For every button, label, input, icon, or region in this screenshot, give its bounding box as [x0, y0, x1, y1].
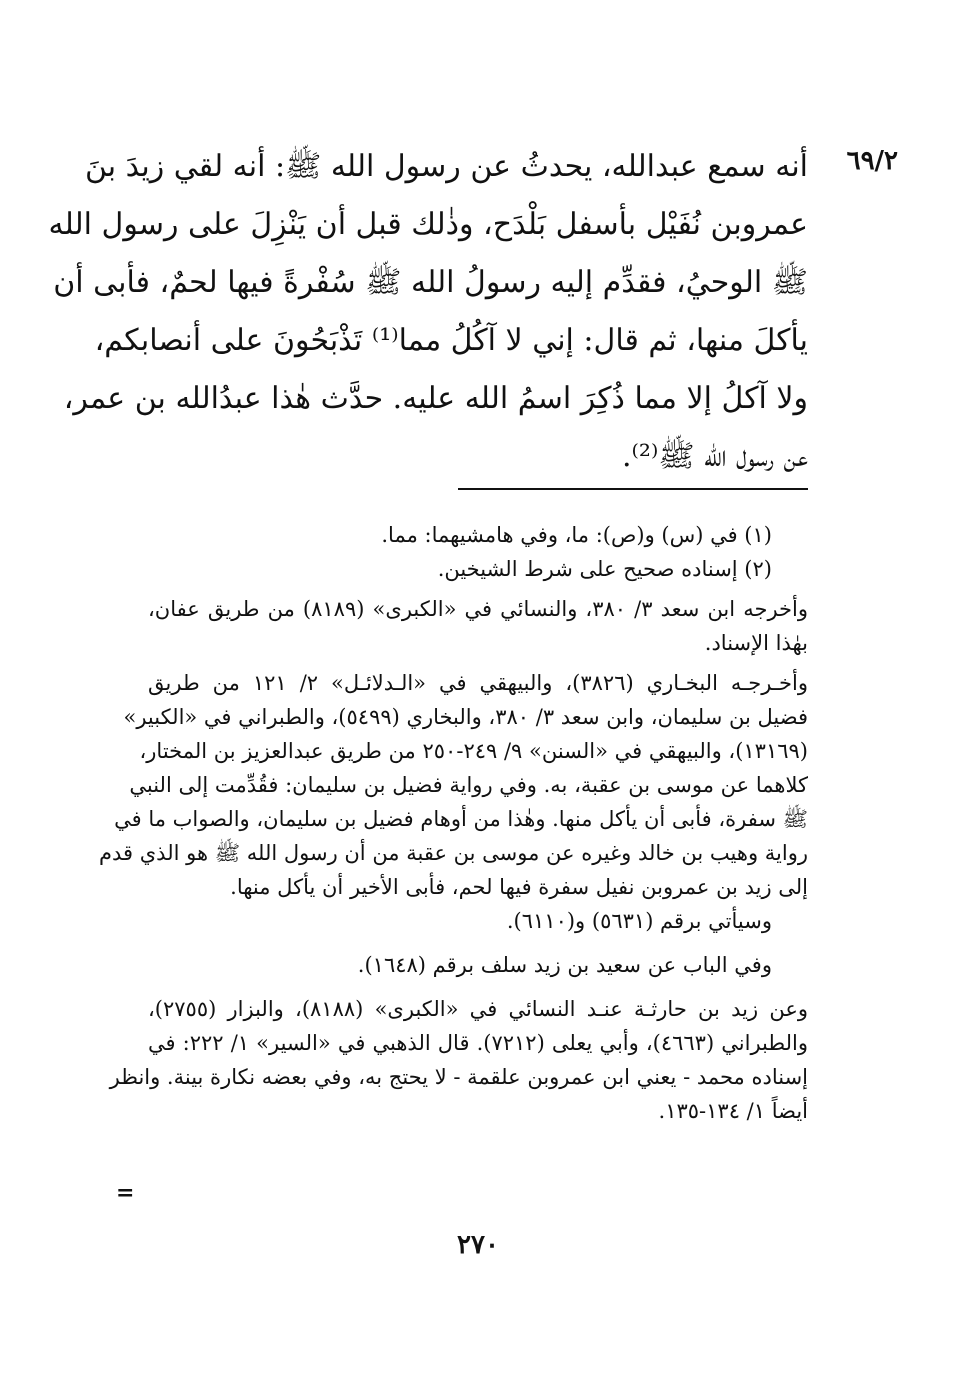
- footnote-line: وأخرجه ابن سعد ٣/ ٣٨٠، والنسائي في «الكبرى» (٨١٨٩) من طريق عفان،: [148, 597, 808, 621]
- page-number: ٢٧٠: [457, 1230, 499, 1260]
- main-text-line: يأكلَ منها، ثم قال: إني لا آكُلُ مما⁽¹⁾ تَذْبَحُونَ على أنصابكم،: [94, 323, 808, 358]
- footnote-line: (١) في (س) و(ص): ما، وفي هامشيهما: مما.: [381, 523, 772, 547]
- footnote-line: إسناده محمد - يعني ابن عمروبن علقمة - لا يحتج به، وفي بعضه نكارة بينة. وانظر: [109, 1065, 808, 1089]
- footnotes-block: [99, 518, 808, 1128]
- hadith-reference-number: ٦٩/٢: [846, 146, 898, 176]
- footnote-separator: [458, 488, 808, 490]
- footnote-line: رواية وهيب بن خالد وغيره عن موسى بن عقبة من أن رسول الله ﷺ هو الذي قدم: [99, 841, 808, 865]
- footnote-line: إلى زيد بن عمروبن نفيل سفرة فيها لحم، فأبى الأخير أن يأكل منها.: [230, 875, 808, 899]
- footnote-line: فضيل بن سليمان، وابن سعد ٣/ ٣٨٠، والبخاري (٥٤٩٩)، والطبراني في «الكبير»: [123, 705, 808, 729]
- main-text-line: ﷺ الوحيُ، فقدِّم إليه رسولُ الله ﷺ سُفْرةً فيها لحمٌ، فأبى أن: [53, 265, 808, 300]
- main-text-line: ولا آكلُ إلا مما ذُكِرَ اسمُ الله عليه. حدَّث هٰذا عبدُالله بن عمر،: [63, 381, 808, 416]
- footnote-line: ﷺ سفرة، فأبى أن يأكل منها. وهٰذا من أوهام فضيل بن سليمان، والصواب ما في: [114, 807, 808, 831]
- footnote-line: وعن زيد بن حارثـة عنـد النسائي في «الكبرى» (٨١٨٨)، والبزار (٢٧٥٥)،: [148, 997, 808, 1021]
- footnote-line: كلاهما عن موسى بن عقبة، به. وفي رواية فضيل بن سليمان: فقُدِّمت إلى النبي: [129, 773, 808, 797]
- main-text-line: أنه سمع عبدالله، يحدثُ عن رسول الله ﷺ: أنه لقي زيدَ بنَ: [84, 149, 808, 184]
- main-text-block: [48, 138, 808, 486]
- main-text-line: عن رسول الله ﷺ⁽²⁾.: [622, 439, 808, 474]
- continuation-mark: =: [116, 1180, 135, 1206]
- footnote-line: وسيأتي برقم (٥٦٣١) و(٦١١٠).: [506, 909, 772, 933]
- footnote-line: وفي الباب عن سعيد بن زيد سلف برقم (١٦٤٨).: [357, 953, 772, 977]
- footnote-line: بهٰذا الإسناد.: [704, 631, 808, 655]
- footnote-line: أيضاً ١/ ١٣٤-١٣٥.: [658, 1099, 808, 1123]
- main-text-line: عمروبن نُفَيْل بأسفل بَلْدَح، وذٰلك قبل أن يَنْزِلَ على رسول الله: [48, 207, 808, 242]
- footnote-line: وأخـرجـه البخـاري (٣٨٢٦)، والبيهقي في «الـدلائـل» ٢/ ١٢١ من طريق: [148, 671, 808, 695]
- footnote-line: (١٣١٦٩)، والبيهقي في «السنن» ٩/ ٢٤٩-٢٥٠ من طريق عبدالعزيز بن المختار،: [139, 739, 808, 763]
- footnote-line: والطبراني (٤٦٦٣)، وأبي يعلى (٧٢١٢). قال الذهبي في «السير» ١/ ٢٢٢: في: [148, 1031, 808, 1055]
- footnote-line: (٢) إسناده صحيح على شرط الشيخين.: [437, 557, 772, 581]
